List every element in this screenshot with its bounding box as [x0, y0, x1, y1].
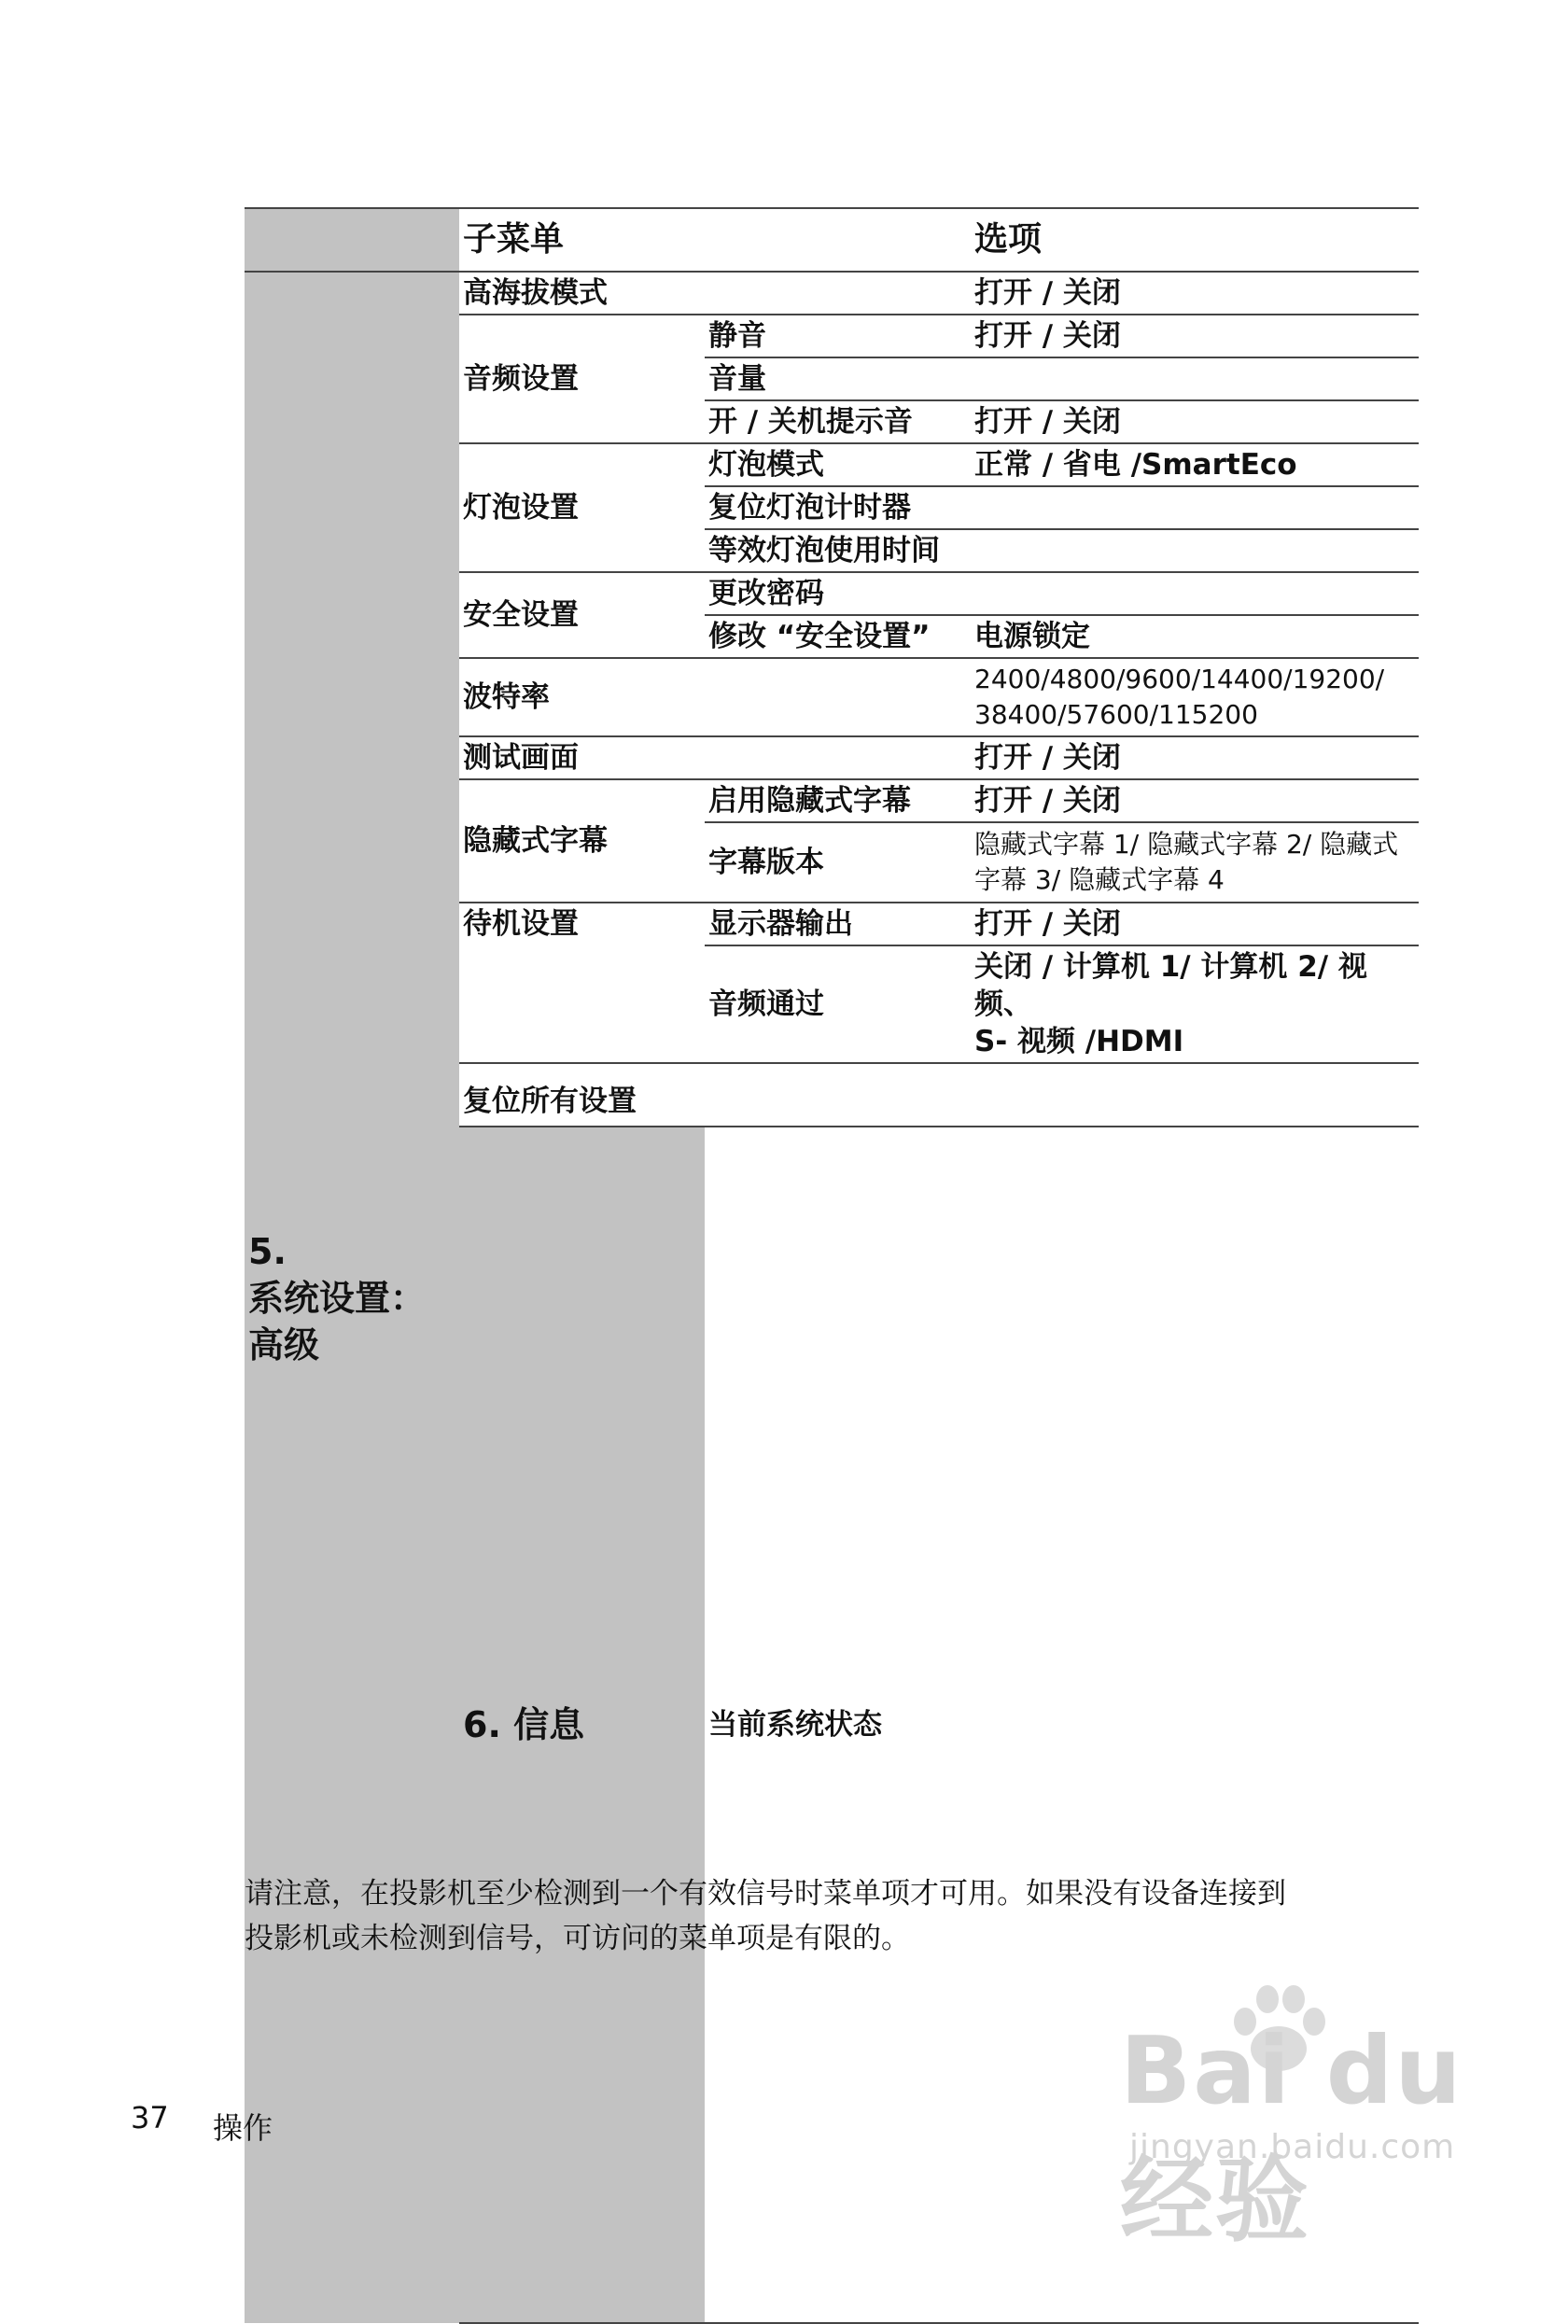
- sub-cell: [705, 658, 971, 736]
- sub-cell: 显示器输出: [705, 903, 971, 945]
- options-cell: 正常 / 省电 /SmartEco: [971, 443, 1419, 486]
- watermark-logo: Bai du 经验: [1120, 2016, 1463, 2255]
- submenu-cell: 复位所有设置: [459, 1063, 971, 1127]
- submenu-cell: 隐藏式字幕: [459, 779, 705, 903]
- table-header-row: [245, 208, 1419, 272]
- sub-cell: 启用隐藏式字幕: [705, 779, 971, 822]
- submenu-cell: 待机设置: [459, 903, 705, 1063]
- category-info: 6. 信息: [459, 1127, 705, 2323]
- options-cell: 打开 / 关闭: [971, 736, 1419, 779]
- options-cell: 电源锁定: [971, 615, 1419, 658]
- submenu-cell: 灯泡设置: [459, 443, 705, 572]
- options-cell: [971, 486, 1419, 529]
- table-row: [245, 272, 1419, 315]
- options-cell: 打开 / 关闭: [971, 315, 1419, 357]
- options-cell: 2400/4800/9600/14400/19200/ 38400/57600/115200: [971, 658, 1419, 736]
- submenu-cell: 测试画面: [459, 736, 971, 779]
- submenu-cell: 高海拔模式: [459, 272, 971, 315]
- options-cell: 打开 / 关闭: [971, 779, 1419, 822]
- header-options: 选项: [971, 208, 1419, 272]
- sub-cell: 音频通过: [705, 945, 971, 1063]
- options-cell: [971, 357, 1419, 400]
- options-cell: 打开 / 关闭: [971, 272, 1419, 315]
- header-submenu: 子菜单: [459, 208, 971, 272]
- options-cell: 关闭 / 计算机 1/ 计算机 2/ 视频、 S- 视频 /HDMI: [971, 945, 1419, 1063]
- footer-section-label: 操作: [213, 2110, 273, 2146]
- submenu-cell: 安全设置: [459, 572, 705, 658]
- sub-cell: 更改密码: [705, 572, 971, 615]
- sub-cell: 等效灯泡使用时间: [705, 529, 971, 572]
- submenu-cell: 音频设置: [459, 315, 705, 443]
- page-number: 37: [131, 2100, 169, 2135]
- options-cell: [971, 529, 1419, 572]
- sub-cell: 开 / 关机提示音: [705, 400, 971, 443]
- watermark-url: jingyan.baidu.com: [1129, 2128, 1456, 2166]
- sub-cell: 修改 “安全设置”: [705, 615, 971, 658]
- options-cell: 打开 / 关闭: [971, 400, 1419, 443]
- sub-cell: 复位灯泡计时器: [705, 486, 971, 529]
- sub-cell: 灯泡模式: [705, 443, 971, 486]
- footnote-text: 请注意，在投影机至少检测到一个有效信号时菜单项才可用。如果没有设备连接到 投影机或未检测到信号，可访问的菜单项是有限的。: [245, 1877, 1286, 1955]
- options-cell: 打开 / 关闭: [971, 903, 1419, 945]
- category-label: 5. 系统设置： 高级: [248, 1230, 427, 1365]
- submenu-cell: 波特率: [459, 658, 705, 736]
- options-cell: [971, 572, 1419, 615]
- options-cell: [971, 1063, 1419, 1127]
- baidu-watermark: [1101, 1979, 1493, 2255]
- sub-cell: 静音: [705, 315, 971, 357]
- sub-cell: 音量: [705, 357, 971, 400]
- category-advanced: [245, 272, 459, 2323]
- sub-cell: 字幕版本: [705, 822, 971, 903]
- submenu-cell: 当前系统状态: [705, 1127, 1419, 2323]
- options-cell: 隐藏式字幕 1/ 隐藏式字幕 2/ 隐藏式字幕 3/ 隐藏式字幕 4: [971, 822, 1419, 903]
- header-category-cell: [245, 208, 459, 272]
